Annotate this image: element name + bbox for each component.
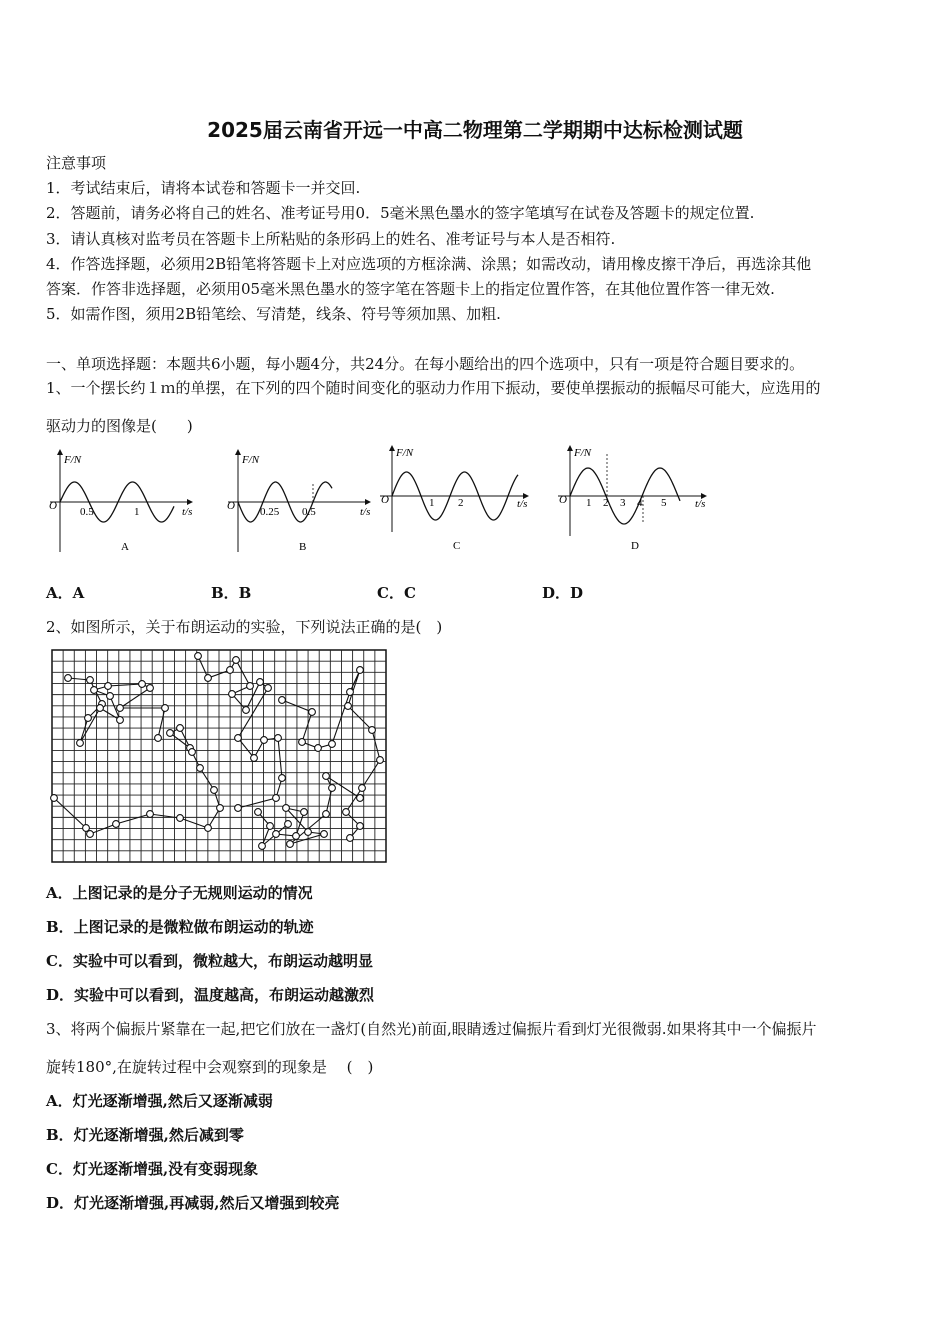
q3-option-a: A．灯光逐渐增强,然后又逐渐减弱 [46, 1092, 273, 1110]
q1-option-b: B．B [211, 584, 252, 602]
q2-stem: 2、如图所示，关于布朗运动的实验，下列说法正确的是( ) [46, 618, 443, 636]
graph-b-xlabel: t/s [360, 506, 371, 518]
notice-heading: 注意事项 [46, 154, 107, 172]
graph-b-tick: 0.25 [260, 506, 280, 518]
graph-a [49, 450, 192, 553]
graph-b-caption: B [299, 541, 307, 553]
q1-stem-line1: 1、一个摆长约１ｍ的单摆，在下列的四个随时间变化的驱动力作用下振动，要使单摆振动的振幅尽可能大，应选用的 [46, 379, 821, 397]
graph-c-tick: 1 [429, 497, 435, 509]
graph-c-caption: C [453, 540, 461, 552]
graph-a-tick: 0.5 [80, 506, 94, 518]
notice-item: 4．作答选择题，必须用2B铅笔将答题卡上对应选项的方框涂满、涂黑；如需改动，请用橡皮擦干净后，再选涂其他 [46, 255, 812, 273]
q1-stem-line2: 驱动力的图像是( ) [46, 417, 193, 435]
graph-c-origin: O [381, 494, 389, 506]
graph-b [227, 450, 370, 553]
q1-option-d: D．D [542, 584, 584, 602]
graph-d-origin: O [559, 494, 567, 506]
graph-d-tick: 5 [661, 497, 667, 509]
graph-c-tick: 2 [458, 497, 464, 509]
graph-c [380, 446, 528, 552]
q2-option-a: A．上图记录的是分子无规则运动的情况 [46, 884, 313, 902]
graph-d [558, 446, 706, 552]
notice-item: 3．请认真核对监考员在答题卡上所粘贴的条形码上的姓名、准考证号与本人是否相符. [46, 230, 616, 248]
graph-a-xlabel: t/s [182, 506, 193, 518]
graph-b-origin: O [227, 500, 235, 512]
graph-c-ylabel: F/N [396, 447, 414, 459]
q1-option-c: C．C [377, 584, 416, 602]
graph-d-tick: 4 [637, 497, 643, 509]
brownian-motion-figure [50, 648, 388, 864]
notice-item: 5．如需作图，须用2B铅笔绘、写清楚，线条、符号等须加黑、加粗. [46, 305, 501, 323]
notice-item: 1．考试结束后，请将本试卷和答题卡一并交回. [46, 179, 361, 197]
graph-a-ylabel: F/N [64, 454, 82, 466]
graph-b-tick: 0.5 [302, 506, 316, 518]
page-title: 2025届云南省开远一中高二物理第二学期期中达标检测试题 [207, 118, 743, 142]
q2-option-d: D．实验中可以看到，温度越高，布朗运动越激烈 [46, 986, 375, 1004]
q3-stem-line1: 3、将两个偏振片紧靠在一起,把它们放在一盏灯(自然光)前面,眼睛透过偏振片看到灯光很微弱.如果将其中一个偏振片 [46, 1020, 817, 1038]
notice-item: 答案．作答非选择题，必须用05毫米黑色墨水的签字笔在答题卡上的指定位置作答，在其他位置作答一律无效. [46, 280, 775, 298]
graph-d-tick: 1 [586, 497, 592, 509]
graph-b-ylabel: F/N [242, 454, 260, 466]
notice-item: 2．答题前，请务必将自己的姓名、准考证号用0．5毫米黑色墨水的签字笔填写在试卷及答题卡的规定位置. [46, 204, 755, 222]
q3-option-d: D．灯光逐渐增强,再减弱,然后又增强到较亮 [46, 1194, 340, 1212]
graph-a-tick: 1 [134, 506, 140, 518]
graph-d-caption: D [631, 540, 639, 552]
graph-d-ylabel: F/N [574, 447, 592, 459]
graph-c-xlabel: t/s [517, 498, 528, 510]
q3-option-c: C．灯光逐渐增强,没有变弱现象 [46, 1160, 259, 1178]
section-heading: 一、单项选择题：本题共6小题，每小题4分，共24分。在每小题给出的四个选项中，只有一项是符合题目要求的。 [46, 355, 805, 373]
q2-option-b: B．上图记录的是微粒做布朗运动的轨迹 [46, 918, 314, 936]
graph-a-caption: A [121, 541, 129, 553]
graph-a-origin: O [49, 500, 57, 512]
q1-graphs-figure [40, 440, 720, 560]
graph-d-tick: 2 [603, 497, 609, 509]
q3-stem-line2: 旋转180°,在旋转过程中会观察到的现象是 ( ) [46, 1058, 374, 1076]
q1-option-a: A．A [46, 584, 85, 602]
q3-option-b: B．灯光逐渐增强,然后减到零 [46, 1126, 244, 1144]
q2-option-c: C．实验中可以看到，微粒越大，布朗运动越明显 [46, 952, 373, 970]
graph-d-tick: 3 [620, 497, 626, 509]
graph-d-xlabel: t/s [695, 498, 706, 510]
